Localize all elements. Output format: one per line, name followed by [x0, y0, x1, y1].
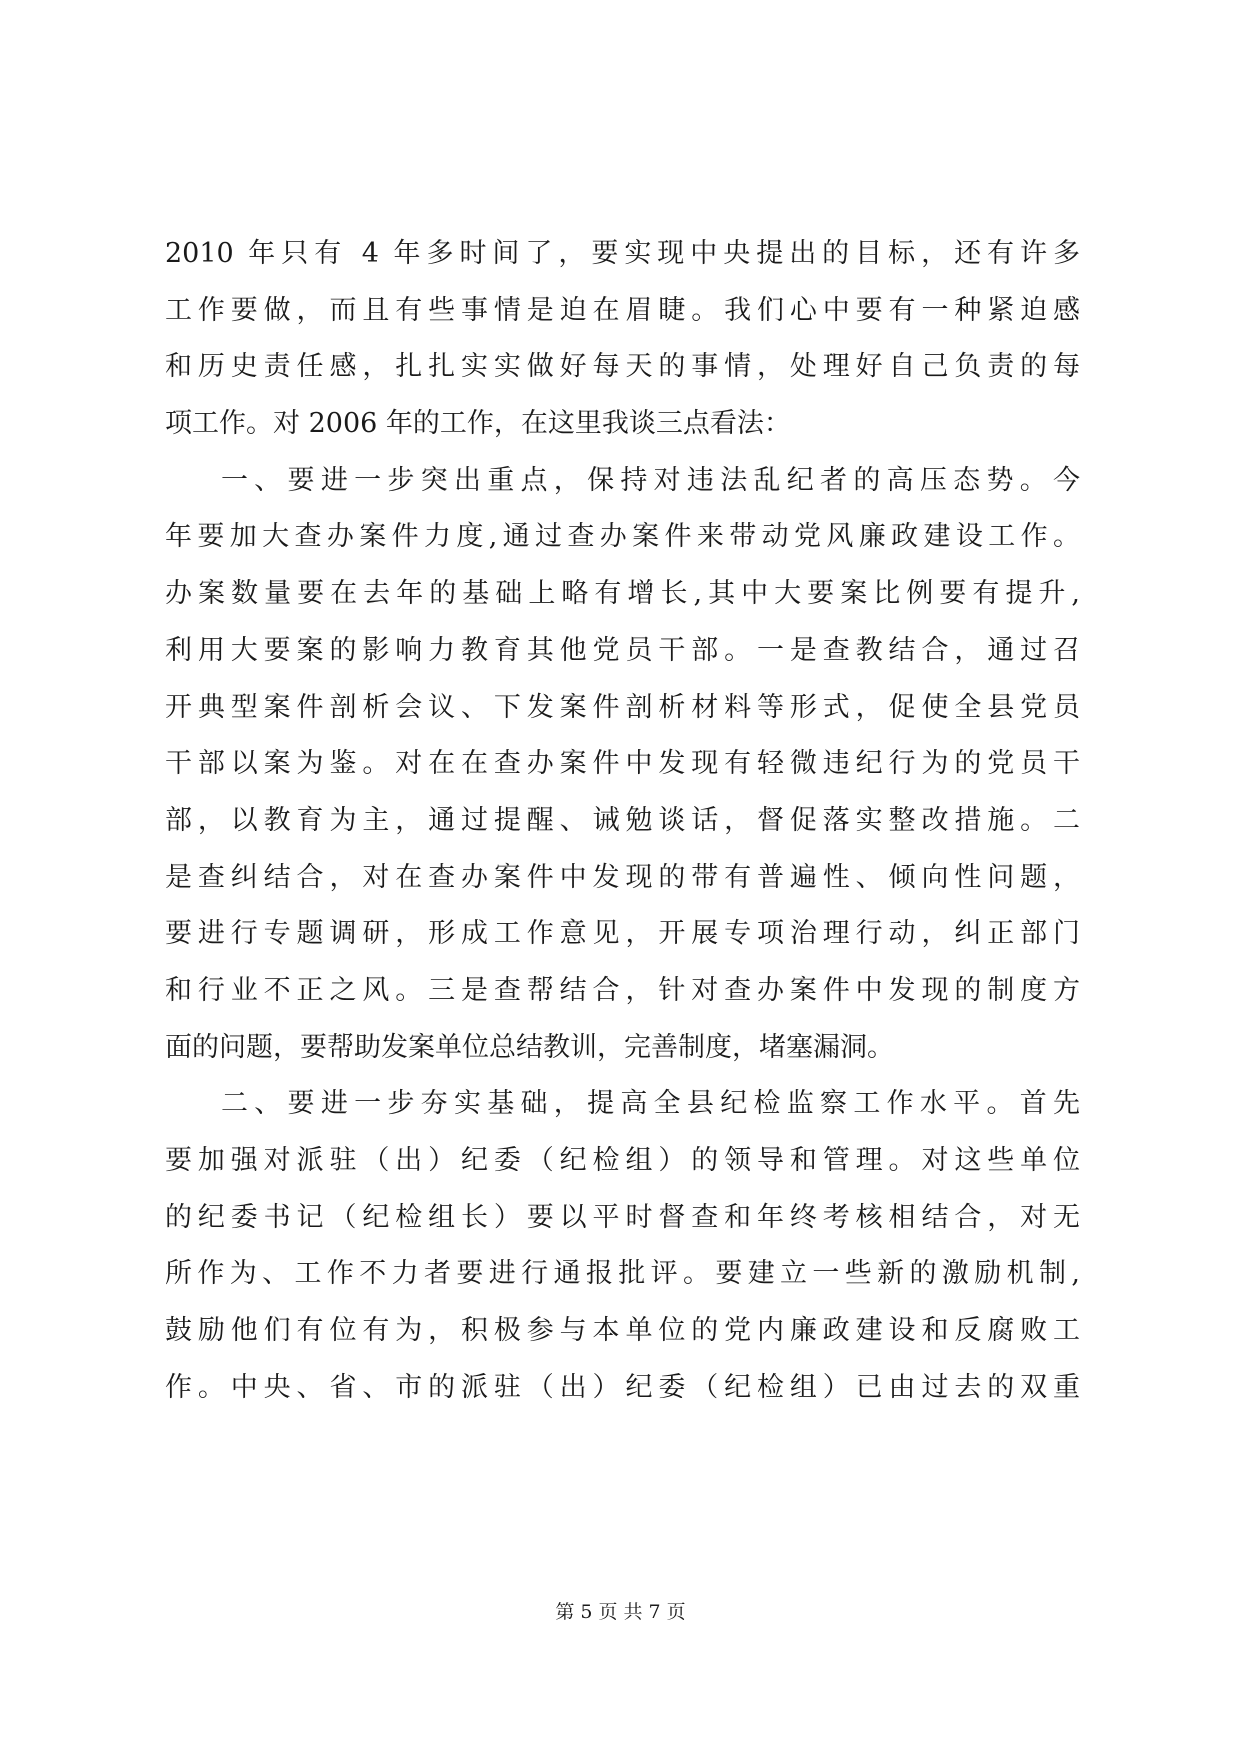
text-line: 要进行专题调研，形成工作意见，开展专项治理行动，纠正部门: [165, 918, 1080, 950]
text-line: 所作为、工作不力者要进行通报批评。要建立一些新的激励机制,: [165, 1258, 1080, 1290]
text-line: 办案数量要在去年的基础上略有增长,其中大要案比例要有提升,: [165, 578, 1080, 610]
page-number-footer: 第 5 页 共 7 页: [555, 1601, 686, 1623]
text-line: 和历史责任感，扎扎实实做好每天的事情，处理好自己负责的每: [165, 351, 1080, 383]
text-line: 鼓励他们有位有为，积极参与本单位的党内廉政建设和反腐败工: [165, 1315, 1080, 1347]
paragraph-start-line: 二、要进一步夯实基础，提高全县纪检监察工作水平。首先: [221, 1088, 1080, 1120]
text-line: 2010 年只有 4 年多时间了，要实现中央提出的目标，还有许多: [165, 238, 1080, 269]
text-line: 作。中央、省、市的派驻（出）纪委（纪检组）已由过去的双重: [165, 1371, 1080, 1403]
document-body: [165, 226, 1080, 1416]
text-line: 的纪委书记（纪检组长）要以平时督查和年终考核相结合，对无: [165, 1201, 1080, 1233]
text-line: 和行业不正之风。三是查帮结合，针对查办案件中发现的制度方: [165, 974, 1080, 1006]
text-line: 开典型案件剖析会议、下发案件剖析材料等形式，促使全县党员: [165, 691, 1080, 723]
text-line: 面的问题，要帮助发案单位总结教训，完善制度，堵塞漏洞。: [165, 1031, 894, 1063]
text-line: 项工作。对 2006 年的工作，在这里我谈三点看法：: [165, 408, 791, 440]
text-line: 工作要做，而且有些事情是迫在眉睫。我们心中要有一种紧迫感: [165, 294, 1080, 326]
text-line: 是查纠结合，对在查办案件中发现的带有普遍性、倾向性问题，: [165, 861, 1080, 893]
text-line: 部，以教育为主，通过提醒、诫勉谈话，督促落实整改措施。二: [165, 804, 1080, 836]
text-line: 年要加大查办案件力度,通过查办案件来带动党风廉政建设工作。: [165, 521, 1080, 553]
text-line: 利用大要案的影响力教育其他党员干部。一是查教结合，通过召: [165, 634, 1080, 666]
text-line: 要加强对派驻（出）纪委（纪检组）的领导和管理。对这些单位: [165, 1145, 1080, 1176]
text-line: 干部以案为鉴。对在在查办案件中发现有轻微违纪行为的党员干: [165, 748, 1080, 780]
paragraph-start-line: 一、要进一步突出重点，保持对违法乱纪者的高压态势。今: [221, 464, 1080, 496]
